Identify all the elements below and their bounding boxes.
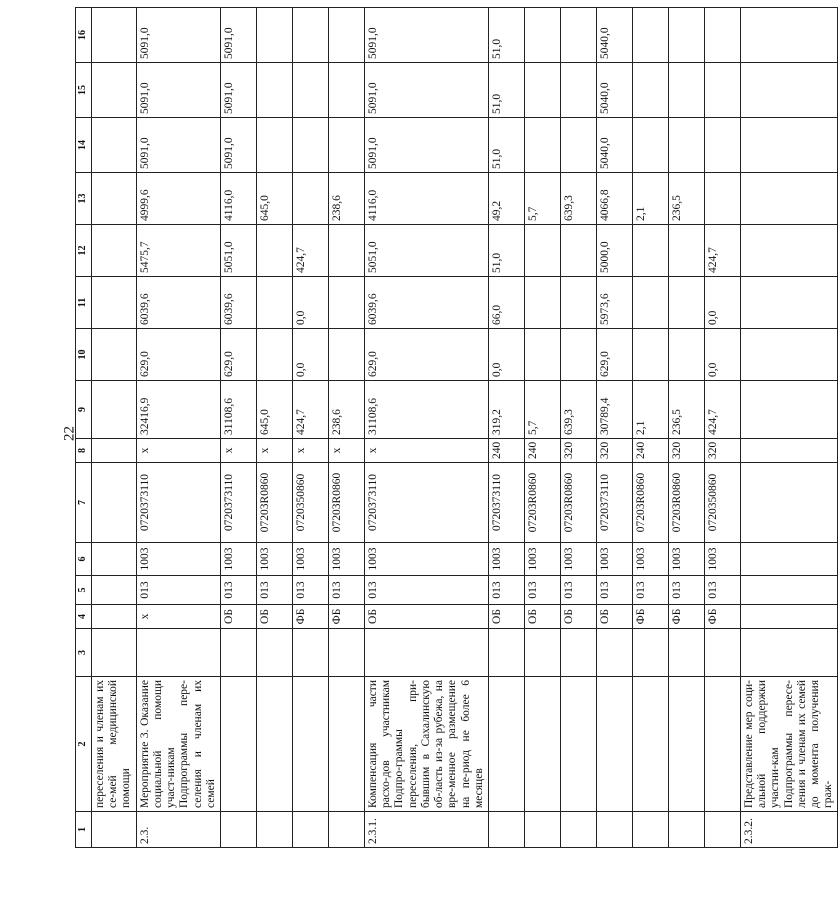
- table-cell-name: [560, 677, 596, 812]
- table-cell: 013: [560, 576, 596, 605]
- table-cell: [524, 118, 560, 173]
- table-cell-name: [488, 677, 524, 812]
- column-number-row: [76, 8, 92, 848]
- column-number-11: 11: [76, 277, 92, 329]
- table-cell: [668, 277, 704, 329]
- table-cell: 4116,0: [220, 173, 256, 225]
- table-cell: [740, 543, 838, 576]
- table-cell: [256, 63, 292, 118]
- column-number-3: 3: [76, 629, 92, 677]
- column-number-5: 5: [76, 576, 92, 605]
- column-number-16: 16: [76, 8, 92, 63]
- table-row: [668, 8, 704, 848]
- table-cell: 319,2: [488, 381, 524, 439]
- table-cell: 5051,0: [220, 225, 256, 277]
- table-cell: [292, 812, 328, 848]
- table-cell: [256, 8, 292, 63]
- table-cell: 013: [136, 576, 220, 605]
- table-cell: 013: [488, 576, 524, 605]
- table-cell: [92, 225, 137, 277]
- column-number-2: 2: [76, 677, 92, 812]
- table-cell-name: Представление мер соци-альной поддержки участни-кам Подпрограммы пересе-ления и членам их семей до момента получения граж-: [740, 677, 838, 812]
- table-cell: ФБ: [632, 605, 668, 629]
- table-cell: 5091,0: [220, 63, 256, 118]
- table-cell: 51,0: [488, 225, 524, 277]
- table-cell: [292, 173, 328, 225]
- table-cell: [740, 173, 838, 225]
- table-cell: 645,0: [256, 381, 292, 439]
- table-cell: 013: [256, 576, 292, 605]
- column-number-7: 7: [76, 463, 92, 543]
- table-cell: [328, 629, 364, 677]
- table-cell: [92, 605, 137, 629]
- table-cell: [668, 225, 704, 277]
- table-row: [92, 8, 137, 848]
- table-cell: [668, 629, 704, 677]
- table-cell: 2,1: [632, 381, 668, 439]
- table-cell: ФБ: [328, 605, 364, 629]
- table-cell: 6039,6: [364, 277, 488, 329]
- table-cell: 240: [488, 439, 524, 463]
- table-cell: [740, 63, 838, 118]
- table-cell: 013: [292, 576, 328, 605]
- table-cell: [596, 812, 632, 848]
- table-cell: х: [136, 439, 220, 463]
- table-cell: [524, 812, 560, 848]
- table-cell: х: [364, 439, 488, 463]
- table-cell: 1003: [488, 543, 524, 576]
- table-cell: 0720373110: [136, 463, 220, 543]
- table-cell: [92, 463, 137, 543]
- table-cell: [328, 118, 364, 173]
- table-cell: [488, 812, 524, 848]
- table-cell-name: [596, 677, 632, 812]
- table-cell: [92, 629, 137, 677]
- column-number-15: 15: [76, 63, 92, 118]
- table-cell: [560, 329, 596, 381]
- table-cell: 0,0: [292, 277, 328, 329]
- table-cell-name: [292, 677, 328, 812]
- table-cell: ФБ: [292, 605, 328, 629]
- table-row: [292, 8, 328, 848]
- table-cell: [92, 329, 137, 381]
- table-cell: 013: [328, 576, 364, 605]
- table-cell: 4066,8: [596, 173, 632, 225]
- table-cell: 66,0: [488, 277, 524, 329]
- table-cell: ОБ: [220, 605, 256, 629]
- table-cell: [704, 629, 740, 677]
- table-cell: 07203R0860: [524, 463, 560, 543]
- table-cell: [220, 629, 256, 677]
- table-cell: [524, 8, 560, 63]
- table-cell: [256, 629, 292, 677]
- table-cell: 629,0: [136, 329, 220, 381]
- table-cell: 238,6: [328, 381, 364, 439]
- table-cell: [292, 118, 328, 173]
- table-cell: [92, 8, 137, 63]
- table-cell: [740, 629, 838, 677]
- column-number-6: 6: [76, 543, 92, 576]
- column-number-10: 10: [76, 329, 92, 381]
- table-row: [488, 8, 524, 848]
- table-cell: 2,1: [632, 173, 668, 225]
- table-row: [560, 8, 596, 848]
- table-cell: 07203R0860: [256, 463, 292, 543]
- table-cell: [92, 118, 137, 173]
- table-cell-name: Мероприятие 3. Оказание социальной помощи участ-никам Подпрограммы пере-селения и членам их семей: [136, 677, 220, 812]
- table-row: [524, 8, 560, 848]
- table-row: [328, 8, 364, 848]
- table-cell: [740, 118, 838, 173]
- table-cell: [632, 118, 668, 173]
- table-cell: [292, 629, 328, 677]
- table-cell: [740, 225, 838, 277]
- table-cell: ОБ: [596, 605, 632, 629]
- table-cell: 1003: [596, 543, 632, 576]
- table-cell: 0720350860: [704, 463, 740, 543]
- table-cell: 645,0: [256, 173, 292, 225]
- table-cell: 49,2: [488, 173, 524, 225]
- table-cell-name: [524, 677, 560, 812]
- table-cell: 5475,7: [136, 225, 220, 277]
- table-cell: [560, 812, 596, 848]
- table-cell: [488, 629, 524, 677]
- table-cell-name: переселения и членам их се-мей медицинской помощи: [92, 677, 137, 812]
- table-cell: 1003: [136, 543, 220, 576]
- table-cell: [740, 439, 838, 463]
- table-cell: [740, 381, 838, 439]
- table-cell: ОБ: [524, 605, 560, 629]
- table-cell: 0,0: [704, 329, 740, 381]
- table-cell: 2.3.2.: [740, 812, 838, 848]
- table-cell: 2.3.1.: [364, 812, 488, 848]
- table-cell: 013: [220, 576, 256, 605]
- table-cell: [704, 812, 740, 848]
- table-cell: [560, 629, 596, 677]
- table-cell: [632, 629, 668, 677]
- table-cell-name: [632, 677, 668, 812]
- table-cell: [560, 8, 596, 63]
- table-cell: [704, 173, 740, 225]
- table-cell: 5,7: [524, 173, 560, 225]
- table-cell: 1003: [292, 543, 328, 576]
- table-cell: [668, 329, 704, 381]
- table-cell: 424,7: [292, 225, 328, 277]
- table-cell: 629,0: [596, 329, 632, 381]
- table-cell: 51,0: [488, 118, 524, 173]
- table-cell: [92, 63, 137, 118]
- table-cell: 0,0: [488, 329, 524, 381]
- table-cell: 5091,0: [220, 118, 256, 173]
- table-cell: 424,7: [704, 381, 740, 439]
- table-cell: 320: [668, 439, 704, 463]
- page-number: 22: [61, 426, 78, 441]
- table-cell: [256, 812, 292, 848]
- table-cell: 31108,6: [220, 381, 256, 439]
- table-row: [596, 8, 632, 848]
- table-cell: 0,0: [704, 277, 740, 329]
- column-number-4: 4: [76, 605, 92, 629]
- table-cell: х: [256, 439, 292, 463]
- table-cell: [92, 173, 137, 225]
- column-number-9: 9: [76, 381, 92, 439]
- table-cell: [632, 277, 668, 329]
- table-cell: ФБ: [704, 605, 740, 629]
- table-cell: [92, 543, 137, 576]
- table-cell-name: [328, 677, 364, 812]
- table-cell: [704, 63, 740, 118]
- table-cell: [220, 812, 256, 848]
- table-cell: [92, 576, 137, 605]
- table-cell: [668, 118, 704, 173]
- table-cell: 0720373110: [596, 463, 632, 543]
- table-row: [256, 8, 292, 848]
- table-cell: [704, 8, 740, 63]
- table-cell: 5091,0: [136, 63, 220, 118]
- column-number-13: 13: [76, 173, 92, 225]
- table-cell: [524, 629, 560, 677]
- table-cell: [668, 8, 704, 63]
- table-cell: 236,5: [668, 173, 704, 225]
- table-cell: 240: [632, 439, 668, 463]
- table-cell: х: [220, 439, 256, 463]
- table-cell: [328, 8, 364, 63]
- table-cell: 30789,4: [596, 381, 632, 439]
- table-cell: 424,7: [704, 225, 740, 277]
- rotated-table-container: [75, 8, 835, 848]
- table-cell: [632, 812, 668, 848]
- table-cell: 1003: [632, 543, 668, 576]
- table-cell: 013: [704, 576, 740, 605]
- table-cell: [560, 225, 596, 277]
- table-cell: 2.3.: [136, 812, 220, 848]
- table-cell: 5040,0: [596, 118, 632, 173]
- table-cell: [632, 225, 668, 277]
- table-cell: 629,0: [364, 329, 488, 381]
- table-row: [364, 8, 488, 848]
- table-cell: 5091,0: [364, 63, 488, 118]
- table-cell: 07203R0860: [632, 463, 668, 543]
- table-cell: 0720373110: [488, 463, 524, 543]
- table-cell: [560, 118, 596, 173]
- table-cell: 629,0: [220, 329, 256, 381]
- table-cell: 1003: [328, 543, 364, 576]
- table-cell: 07203R0860: [560, 463, 596, 543]
- table-cell: 0720350860: [292, 463, 328, 543]
- table-cell-name: [220, 677, 256, 812]
- table-row: [136, 8, 220, 848]
- table-cell: ОБ: [364, 605, 488, 629]
- table-cell: 238,6: [328, 173, 364, 225]
- table-cell: [92, 439, 137, 463]
- table-cell: [92, 277, 137, 329]
- table-row: [220, 8, 256, 848]
- column-number-14: 14: [76, 118, 92, 173]
- table-cell: 240: [524, 439, 560, 463]
- table-cell: 320: [596, 439, 632, 463]
- table-cell: [256, 329, 292, 381]
- table-cell: х: [328, 439, 364, 463]
- table-cell: ФБ: [668, 605, 704, 629]
- table-cell: [256, 225, 292, 277]
- table-cell: 013: [364, 576, 488, 605]
- table-cell-name: Компенсация части расхо-дов участникам Подпро-граммы переселения, при-бывшим в Сахалинскую об-ласть из-за рубежа, на вре-менное размещение на пе-риод не более 6 месяцев: [364, 677, 488, 812]
- table-cell: 013: [632, 576, 668, 605]
- table-cell: [524, 225, 560, 277]
- table-cell: [560, 277, 596, 329]
- table-cell: 1003: [220, 543, 256, 576]
- table-cell: 1003: [668, 543, 704, 576]
- table-cell: [740, 605, 838, 629]
- table-cell: 51,0: [488, 8, 524, 63]
- table-row: [632, 8, 668, 848]
- table-cell: 5091,0: [136, 8, 220, 63]
- table-cell: [740, 463, 838, 543]
- table-cell: [524, 63, 560, 118]
- table-cell: [524, 277, 560, 329]
- table-cell: 013: [596, 576, 632, 605]
- table-cell: [632, 8, 668, 63]
- table-cell: [524, 329, 560, 381]
- table-row: [740, 8, 838, 848]
- table-cell: [560, 63, 596, 118]
- table-cell: [632, 329, 668, 381]
- column-number-12: 12: [76, 225, 92, 277]
- table-cell: 0,0: [292, 329, 328, 381]
- table-cell: 5091,0: [364, 8, 488, 63]
- table-cell: 236,5: [668, 381, 704, 439]
- table-cell: ОБ: [560, 605, 596, 629]
- table-cell-name: [704, 677, 740, 812]
- table-cell: 5051,0: [364, 225, 488, 277]
- table-cell-name: [256, 677, 292, 812]
- table-cell: [740, 277, 838, 329]
- table-cell: 32416,9: [136, 381, 220, 439]
- table-cell: 1003: [364, 543, 488, 576]
- table-cell: [328, 63, 364, 118]
- table-cell: 51,0: [488, 63, 524, 118]
- table-cell: 424,7: [292, 381, 328, 439]
- table-cell: [740, 576, 838, 605]
- table-cell: 31108,6: [364, 381, 488, 439]
- table-cell: [632, 63, 668, 118]
- table-cell: [740, 8, 838, 63]
- table-cell: 07203R0860: [328, 463, 364, 543]
- table-cell: х: [136, 605, 220, 629]
- table-cell: 6039,6: [136, 277, 220, 329]
- table-cell: [328, 812, 364, 848]
- table-cell: 07203R0860: [668, 463, 704, 543]
- table-cell: 6039,6: [220, 277, 256, 329]
- table-cell: [740, 329, 838, 381]
- table-cell: 639,3: [560, 173, 596, 225]
- table-cell: 320: [560, 439, 596, 463]
- table-cell: 1003: [256, 543, 292, 576]
- table-cell: 013: [524, 576, 560, 605]
- table-cell: 1003: [524, 543, 560, 576]
- table-cell: 4999,6: [136, 173, 220, 225]
- table-row: [704, 8, 740, 848]
- table-cell: 5091,0: [220, 8, 256, 63]
- table-cell: х: [292, 439, 328, 463]
- table-cell: 5000,0: [596, 225, 632, 277]
- table-cell: [328, 329, 364, 381]
- table-cell: [328, 225, 364, 277]
- table-cell: 639,3: [560, 381, 596, 439]
- table-cell: [704, 118, 740, 173]
- table-cell: 5040,0: [596, 8, 632, 63]
- table-cell: 5091,0: [364, 118, 488, 173]
- table-cell: [668, 63, 704, 118]
- table-cell: 4116,0: [364, 173, 488, 225]
- column-number-8: 8: [76, 439, 92, 463]
- table-cell: [292, 63, 328, 118]
- table-cell: ОБ: [256, 605, 292, 629]
- table-cell: [292, 8, 328, 63]
- table-cell: [256, 118, 292, 173]
- table-cell: [92, 381, 137, 439]
- table-cell: 5091,0: [136, 118, 220, 173]
- table-cell: 1003: [704, 543, 740, 576]
- column-number-1: 1: [76, 812, 92, 848]
- table-cell: 5973,6: [596, 277, 632, 329]
- table-cell: 5040,0: [596, 63, 632, 118]
- table-cell: [328, 277, 364, 329]
- table-cell: [596, 629, 632, 677]
- table-cell: [364, 629, 488, 677]
- table-cell: [668, 812, 704, 848]
- table-cell: 013: [668, 576, 704, 605]
- table-cell: 320: [704, 439, 740, 463]
- table-cell-name: [668, 677, 704, 812]
- table-cell: 1003: [560, 543, 596, 576]
- table-cell: ОБ: [488, 605, 524, 629]
- table-cell: 0720373110: [364, 463, 488, 543]
- table-cell: [92, 812, 137, 848]
- table-cell: 5,7: [524, 381, 560, 439]
- budget-table: [75, 7, 838, 848]
- table-cell: 0720373110: [220, 463, 256, 543]
- table-cell: [136, 629, 220, 677]
- table-cell: [256, 277, 292, 329]
